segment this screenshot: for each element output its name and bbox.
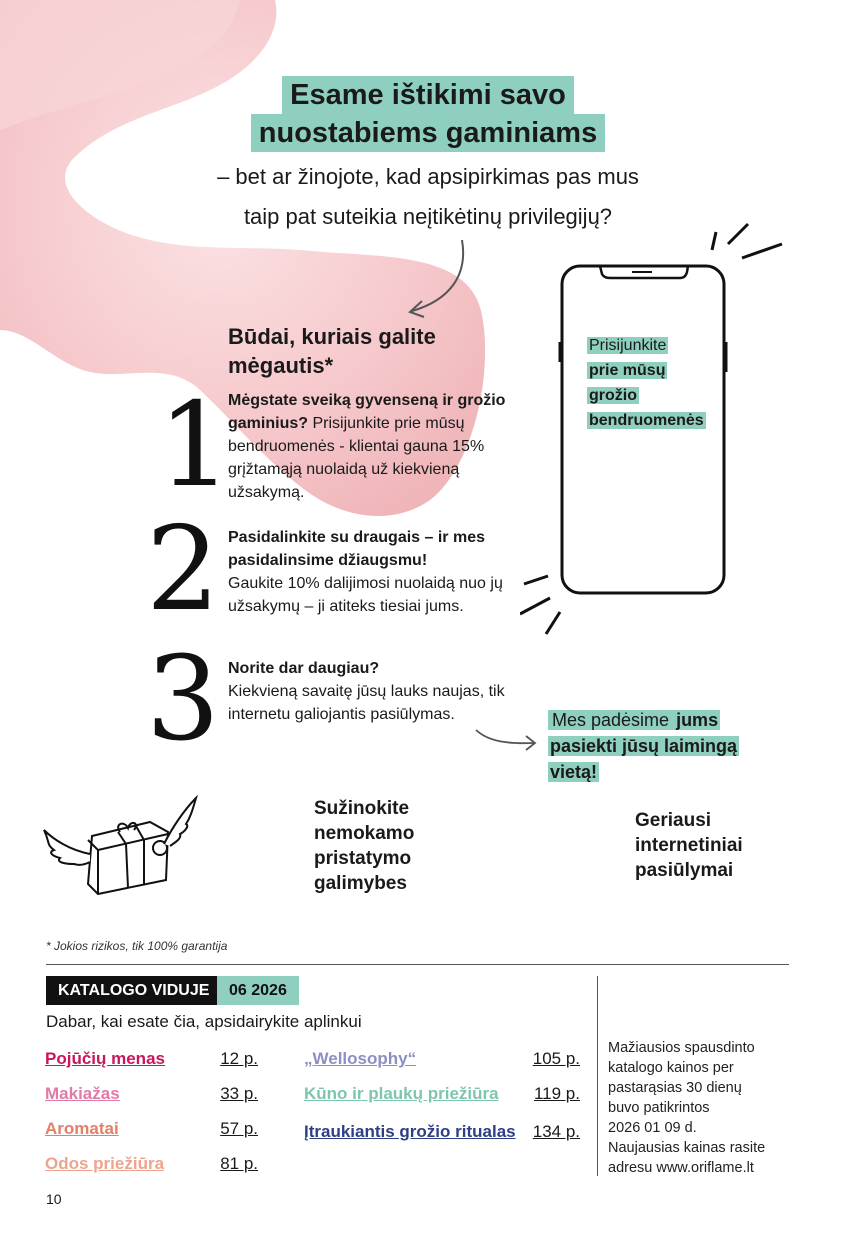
step-3-text: Kiekvieną savaitę jūsų lauks naujas, tik internetu galiojantis pasiūlymas. xyxy=(228,683,505,723)
toc-link-aromatai[interactable]: Aromatai xyxy=(45,1119,119,1138)
toc-page-pojuciu-menas[interactable]: 12 p. xyxy=(220,1049,258,1068)
price-note-line6: Naujausias kainas rasite xyxy=(608,1140,766,1156)
ways-heading xyxy=(228,322,436,380)
price-note-line2: katalogo kainos per xyxy=(608,1060,734,1076)
step-number-1: 1 xyxy=(158,378,232,513)
toc-page-odos-prieziura[interactable]: 81 p. xyxy=(220,1154,258,1173)
page-number: 10 xyxy=(46,1191,62,1207)
phone-text-line3: grožio xyxy=(589,387,637,404)
offers-line2: internetiniai xyxy=(635,835,743,856)
toc-link-kuno-plauku[interactable]: Kūno ir plaukų priežiūra xyxy=(304,1084,499,1103)
phone-text-line2: prie mūsų xyxy=(589,362,666,379)
step-2 xyxy=(228,526,518,618)
headline-block xyxy=(0,76,856,152)
phone-text-line1: Prisijunkite xyxy=(589,337,667,354)
ways-heading-line2: mėgautis* xyxy=(228,353,334,378)
right-arrow-icon xyxy=(474,724,540,754)
headline-line2: nuostabiems gaminiams xyxy=(251,114,605,152)
toc-link-wellosophy[interactable]: „Wellosophy“ xyxy=(304,1049,417,1068)
price-note-line5: 2026 01 09 d. xyxy=(608,1120,697,1136)
step-1 xyxy=(228,389,538,504)
ways-heading-line1: Būdai, kuriais galite xyxy=(228,324,436,349)
phone-text-line4: bendruomenės xyxy=(589,412,704,429)
price-note-line7: adresu www.oriflame.lt xyxy=(608,1160,754,1176)
winged-gift-icon xyxy=(40,792,202,900)
offers-line3: pasiūlymai xyxy=(635,860,734,881)
catalog-date-tag: 06 2026 xyxy=(217,976,299,1005)
catalog-intro: Dabar, kai esate čia, apsidairykite aplinkui xyxy=(46,1012,362,1031)
price-note-line4: buvo patikrintos xyxy=(608,1100,710,1116)
callout-line1-bold: jums xyxy=(676,710,719,730)
toc-page-wellosophy[interactable]: 105 p. xyxy=(532,1049,580,1068)
step-number-3: 3 xyxy=(146,632,220,767)
step-3-title: Norite dar daugiau? xyxy=(228,660,380,677)
price-note-line3: pastarąsias 30 dienų xyxy=(608,1080,742,1096)
delivery-line2: nemokamo xyxy=(314,823,415,844)
toc-page-kuno-plauku[interactable]: 119 p. xyxy=(533,1084,580,1103)
happy-place-callout xyxy=(548,707,739,785)
step-number-2: 2 xyxy=(146,502,220,637)
toc-page-aromatai[interactable]: 57 p. xyxy=(220,1119,258,1138)
callout-line1-normal: Mes padėsime xyxy=(552,710,675,730)
online-offers-feature xyxy=(635,808,743,883)
vertical-divider xyxy=(597,976,598,1176)
step-1-text: Prisijunkite prie mūsų bendruomenės - klientai gauna 15% grįžtamąją nuolaidą už kiekvieną užsakymą. xyxy=(228,415,485,501)
step-3 xyxy=(228,657,518,726)
subtitle-line1: – bet ar žinojote, kad apsipirkimas pas mus xyxy=(217,164,639,189)
subtitle-line2: taip pat suteikia neįtikėtinų privilegijų? xyxy=(243,204,613,229)
toc-link-odos-prieziura[interactable]: Odos priežiūra xyxy=(45,1154,165,1173)
phone-screen-text xyxy=(587,333,706,433)
toc-link-grozio-ritualas[interactable]: Įtraukiantis grožio ritualas xyxy=(304,1122,516,1141)
divider xyxy=(46,964,789,965)
callout-line3: vietą! xyxy=(550,762,598,782)
free-delivery-feature xyxy=(314,796,414,896)
price-note xyxy=(608,1038,765,1178)
curved-arrow-icon xyxy=(400,235,480,320)
step-1-title: Mėgstate sveiką gyvenseną ir grožio gaminius? xyxy=(228,392,506,432)
toc-link-makiazas[interactable]: Makiažas xyxy=(45,1084,120,1103)
headline-line1: Esame ištikimi savo xyxy=(282,76,574,114)
toc-link-pojuciu-menas[interactable]: Pojūčių menas xyxy=(45,1049,165,1068)
catalog-inside-tag: KATALOGO VIDUJE xyxy=(46,976,221,1005)
toc-page-makiazas[interactable]: 33 p. xyxy=(220,1084,258,1103)
step-2-text: Gaukite 10% dalijimosi nuolaidą nuo jų užsakymų – ji atiteks tiesiai jums. xyxy=(228,575,503,615)
offers-line1: Geriausi xyxy=(635,810,712,831)
delivery-line3: pristatymo xyxy=(314,848,412,869)
delivery-line4: galimybes xyxy=(314,873,407,894)
delivery-line1: Sužinokite xyxy=(314,798,410,819)
footnote: * Jokios rizikos, tik 100% garantija xyxy=(46,939,228,953)
callout-line2: pasiekti jūsų laimingą xyxy=(550,736,738,756)
step-2-title: Pasidalinkite su draugais – ir mes pasidalinsime džiaugsmu! xyxy=(228,529,485,569)
price-note-line1: Mažiausios spausdinto xyxy=(608,1040,755,1056)
toc-page-grozio-ritualas[interactable]: 134 p. xyxy=(532,1122,580,1141)
